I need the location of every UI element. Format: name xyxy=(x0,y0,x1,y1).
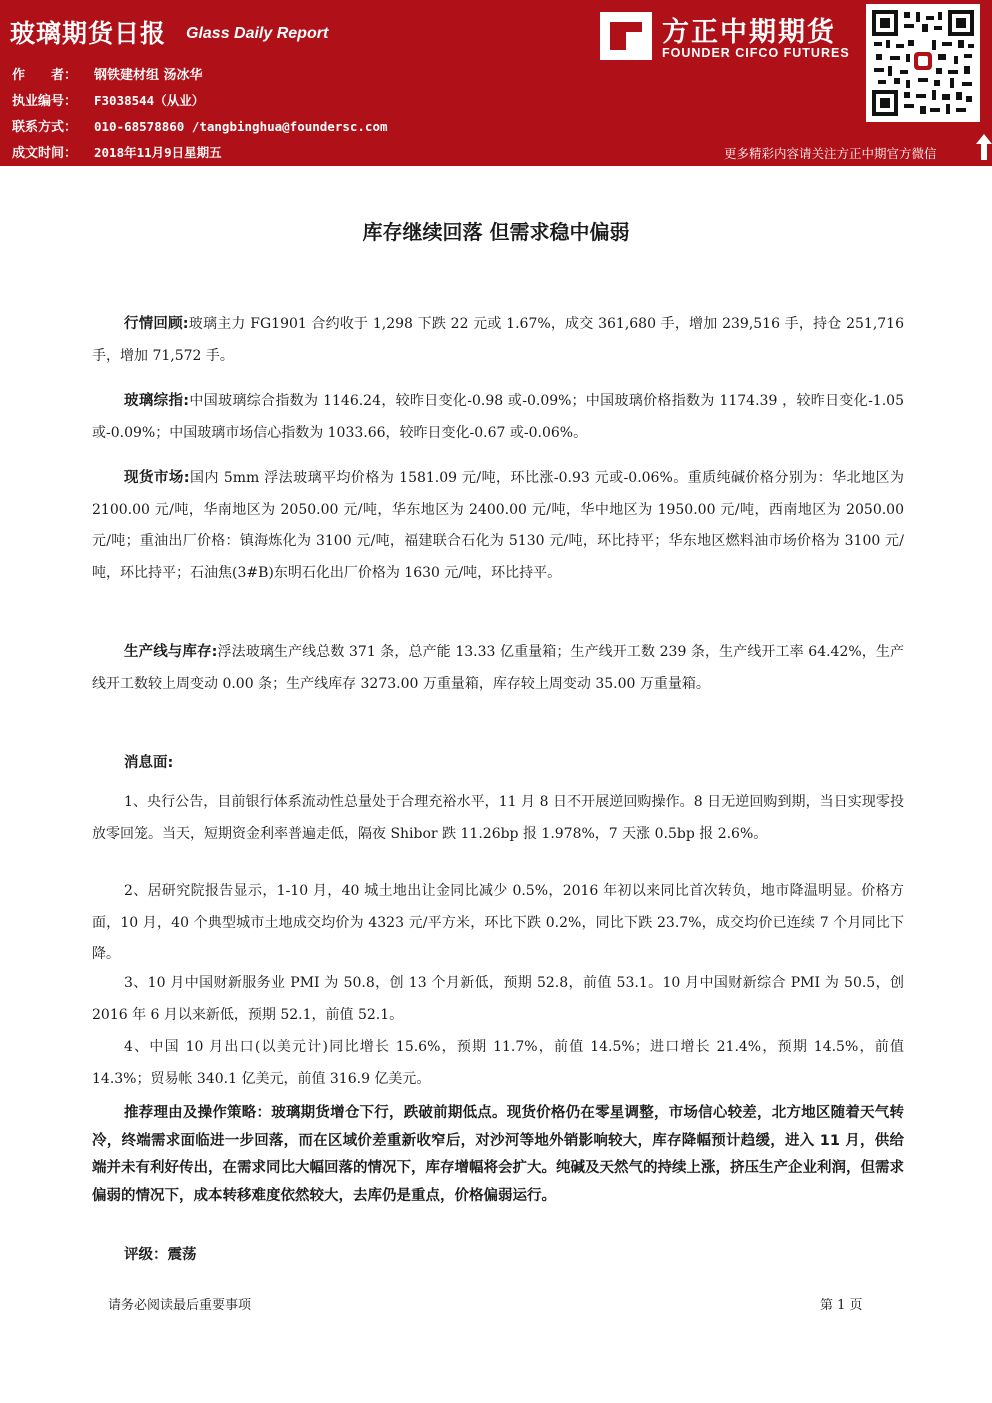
paragraph-text: 2、居研究院报告显示，1-10 月，40 城土地出让金同比减少 0.5%，2016 年初以来同比首次转负，地市降温明显。价格方面，10 月，40 个典型城市土地成交均价为 4323 元/平方米，环比下跌 0.2%，同比下跌 23.7%，成交均价已连续 7 个月同比下降。 xyxy=(92,883,904,962)
paragraph-news-heading xyxy=(92,748,904,780)
meta-value: 钢铁建材组 汤冰华 xyxy=(94,68,203,83)
paragraph-lead: 生产线与库存: xyxy=(124,644,218,660)
arrow-up-icon xyxy=(976,134,992,160)
report-header xyxy=(0,0,992,166)
meta-value: F3038544（从业） xyxy=(94,93,205,108)
meta-license xyxy=(12,90,204,109)
footer-disclaimer-note: 请务必阅读最后重要事项 xyxy=(108,1298,252,1313)
qr-code-icon xyxy=(866,4,980,122)
meta-contact xyxy=(12,116,388,135)
logo-name-en: FOUNDER CIFCO FUTURES xyxy=(662,46,850,60)
logo-mark-icon xyxy=(600,12,652,60)
meta-author xyxy=(12,64,203,83)
paragraph-lead: 现货市场: xyxy=(124,470,190,486)
paragraph-text: 玻璃主力 FG1901 合约收于 1,298 下跌 22 元或 1.67%，成交 361,680 手，增加 239,516 手，持仓 251,716 手，增加 71,572 手。 xyxy=(92,316,904,364)
paragraph-news-3 xyxy=(92,968,904,1031)
paragraph-text: 浮法玻璃生产线总数 371 条，总产能 13.33 亿重量箱；生产线开工数 239 条，生产线开工率 64.42%，生产线开工数较上周变动 0.00 条；生产线库存 3273.00 万重量箱，库存较上周变动 35.00 万重量箱。 xyxy=(92,644,904,692)
paragraph-glass-index xyxy=(92,386,904,449)
meta-value: 2018年11月9日星期五 xyxy=(94,145,222,160)
paragraph-rating: 评级：震荡 xyxy=(124,1247,197,1263)
footer-page-number: 第 1 页 xyxy=(820,1298,863,1313)
paragraph-spot-market xyxy=(92,463,904,589)
document-title: 库存继续回落 但需求稳中偏弱 xyxy=(362,220,630,244)
meta-label: 执业编号： xyxy=(12,94,78,109)
paragraph-lead: 行情回顾: xyxy=(124,316,189,332)
report-title: 玻璃期货日报 xyxy=(10,19,167,48)
paragraph-text: 4、中国 10 月出口(以美元计)同比增长 15.6%，预期 11.7%，前值 14.5%；进口增长 21.4%，预期 14.5%，前值 14.3%；贸易帐 340.1 亿美元，前值 316.9 亿美元。 xyxy=(92,1039,904,1087)
report-title-en: Glass Daily Report xyxy=(186,25,329,42)
paragraph-text: 1、央行公告，目前银行体系流动性总量处于合理充裕水平，11 月 8 日不开展逆回购操作。8 日无逆回购到期，当日实现零投放零回笼。当天，短期资金利率普遍走低，隔夜 Shibor 跌 11.26bp 报 1.978%，7 天涨 0.5bp 报 2.6%。 xyxy=(92,794,904,842)
paragraph-news-4 xyxy=(92,1032,904,1095)
logo-name-cn: 方正中期期货 xyxy=(662,17,836,48)
paragraph-strategy: 推荐理由及操作策略：玻璃期货增仓下行，跌破前期低点。现货价格仍在零星调整，市场信心较差，北方地区随着天气转冷，终端需求面临进一步回落，而在区域价差重新收窄后，对沙河等地外销影响较大，库存降幅预计趋缓，进入 11 月，供给端并未有利好传出，在需求同比大幅回落的情况下，库存增幅将会扩大。纯碱及天然气的持续上涨，挤压生产企业利润，但需求偏弱的情况下，成本转移难度依然较大，去库仍是重点，价格偏弱运行。 xyxy=(92,1105,904,1204)
paragraph-text: 3、10 月中国财新服务业 PMI 为 50.8，创 13 个月新低，预期 52.8，前值 53.1。10 月中国财新综合 PMI 为 50.5，创 2016 年 6 月以来新低，预期 52.1，前值 52.1。 xyxy=(92,975,904,1023)
meta-value[interactable]: 010-68578860 /tangbinghua@foundersc.com xyxy=(94,119,388,134)
company-logo xyxy=(600,10,862,66)
paragraph-lead: 玻璃综指: xyxy=(124,393,190,409)
meta-label: 成文时间： xyxy=(12,146,78,161)
paragraph-news-2 xyxy=(92,876,904,971)
paragraph-production-inventory xyxy=(92,637,904,700)
wechat-follow-note: 更多精彩内容请关注方正中期官方微信 xyxy=(724,146,937,161)
meta-label: 联系方式： xyxy=(12,120,78,135)
meta-date xyxy=(12,142,222,161)
paragraph-text: 中国玻璃综合指数为 1146.24，较昨日变化-0.98 或-0.09%；中国玻璃价格指数为 1174.39 ，较昨日变化-1.05 或-0.09%；中国玻璃市场信心指数为 1033.66，较昨日变化-0.67 或-0.06%。 xyxy=(92,393,904,441)
paragraph-text: 国内 5mm 浮法玻璃平均价格为 1581.09 元/吨，环比涨-0.93 元或-0.06%。重质纯碱价格分别为：华北地区为 2100.00 元/吨，华南地区为 2050.00 元/吨，华东地区为 2400.00 元/吨，华中地区为 1950.00 元/吨，西南地区为 2050.00 元/吨；重油出厂价格：镇海炼化为 3100 元/吨，福建联合石化为 5130 元/吨，环比持平；华东地区燃料油市场价格为 3100 元/吨，环比持平；石油焦(3#B)东明石化出厂价格为 1630 元/吨，环比持平。 xyxy=(92,470,904,581)
meta-label: 作 者： xyxy=(12,68,78,83)
paragraph-market-review xyxy=(92,309,904,372)
paragraph-news-1 xyxy=(92,787,904,850)
paragraph-lead: 消息面: xyxy=(124,755,174,771)
